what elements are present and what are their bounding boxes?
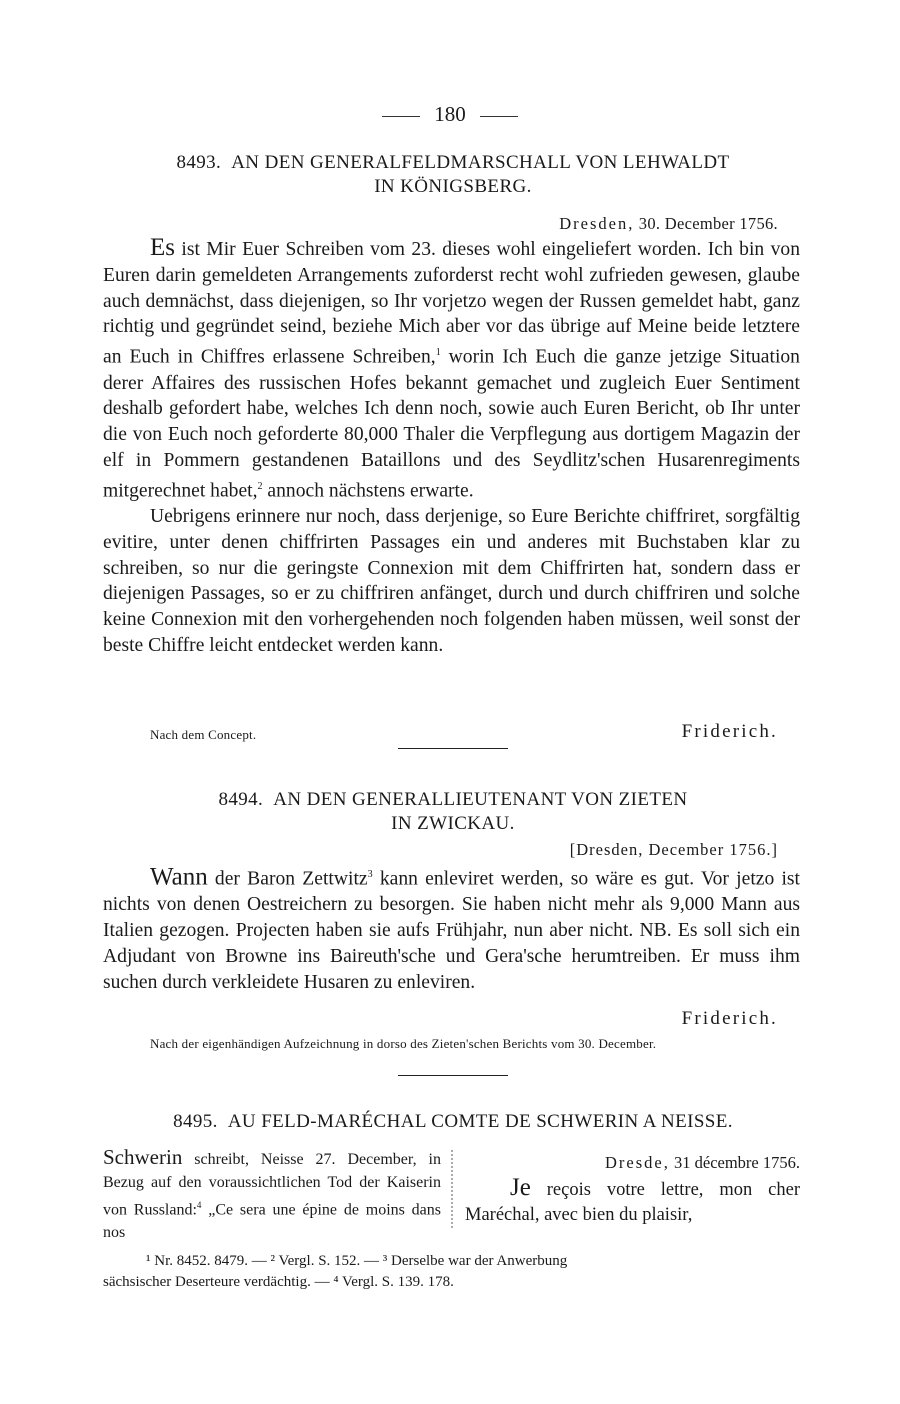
page-number — [0, 102, 900, 127]
paragraph-1: Wann der Baron Zettwitz$^3$ kann enleviret werden, so wäre es gut. Vor jetzo ist nichts von denen Oestreichern zu besorgen. Sie haben nicht mehr als 9,000 Mann aus Italien gezogen. Projecten haben sie aufs Frühjahr, nun aber nicht. NB. Es soll sich ein Adjudant von Browne ins Baireuth'sche und Gera'sche herumtreiben. Er muss ihm suchen durch verkleidete Husaren zu enleviren. — [103, 863, 801, 993]
letter-8494-heading — [103, 788, 803, 836]
paragraph-1: Es ist Mir Euer Schreiben vom 23. dieses wohl eingeliefert worden. Ich bin von Euren darin gemeldeten Arrangements zuforderst recht wohl zufrieden gewesen, glaube auch demnächst, dass diejenigen, so Ihr vorjetzo wegen der Russen gemeldet habt, ganz richtig und gegründet seind, beziehe Mich aber vor das übrige auf Meine beide letztere an Euch in Chiffres erlassene Schreiben,$^1$ worin Ich Euch die ganze jetzige Situation derer Affaires des russischen Hofes bekannt gemachet und zugleich Euer Sentiment deshalb gefordert habe, welches Ich denn noch, sowie auch Euren Bericht, ob Ihr unter die von Euch noch geforderte 80,000 Thaler die Verpflegung aus dortigem Magazin der elf in Pommern gestandenen Bataillons und des Seydlitz'schen Husarenregiments mitgerechnet habet,$^2$ annoch nächstens erwarte. — [103, 234, 800, 502]
heading-line-1: AN DEN GENERALFELDMARSCHALL VON LEHWALDT — [231, 152, 730, 173]
letter-number: 8495. — [173, 1111, 218, 1132]
divider — [398, 748, 508, 749]
letter-8493-body — [103, 235, 800, 659]
letter-8494-dateline: [Dresden, December 1756.] — [569, 840, 778, 859]
page-number-text: 180 — [434, 102, 466, 126]
letter-number: 8494. — [218, 789, 264, 810]
letter-8493-signature: Friderich. — [681, 721, 778, 742]
heading-line: AU FELD-MARÉCHAL COMTE DE SCHWERIN A NEISSE. — [227, 1111, 733, 1132]
letter-8493-heading — [103, 151, 803, 199]
heading-line-1: AN DEN GENERALLIEUTENANT VON ZIETEN — [273, 789, 688, 810]
column-separator — [451, 1150, 453, 1228]
letter-8495-left-column: Schwerin schreibt, Neisse 27. December, in Bezug auf den voraussichtlichen Tod der Kaiserin von Russland:$^4$ „Ce sera une épine de moins dans nos — [103, 1145, 441, 1242]
divider — [398, 1075, 508, 1076]
page-number-rule-right — [480, 116, 518, 117]
right-dateline: Dresde, 31 décembre 1756. — [605, 1153, 800, 1172]
letter-8494-signature: Friderich. — [681, 1008, 778, 1029]
letter-8493-dateline: Dresden, 30. December 1756. — [559, 214, 778, 233]
heading-line-2: IN KÖNIGSBERG. — [374, 176, 532, 197]
letter-8493-source: Nach dem Concept. — [150, 727, 257, 742]
page-number-rule-left — [382, 116, 420, 117]
letter-8495-heading — [103, 1110, 803, 1134]
letter-number: 8493. — [176, 152, 222, 173]
right-text: Je reçois votre lettre, mon cher Maréchal, avec bien du plaisir, — [465, 1174, 800, 1225]
letter-8494-source: Nach der eigenhändigen Aufzeichnung in dorso des Zieten'schen Berichts vom 30. December. — [150, 1036, 657, 1051]
footnote-line-1: ¹ Nr. 8452. 8479. — ² Vergl. S. 152. — ³ Derselbe war der Anwerbung — [146, 1253, 568, 1269]
footnote-line-2: sächsischer Deserteure verdächtig. — ⁴ Vergl. S. 139. 178. — [103, 1274, 454, 1290]
heading-line-2: IN ZWICKAU. — [391, 813, 515, 834]
footnotes — [103, 1251, 800, 1293]
letter-8495-right-column — [465, 1150, 800, 1228]
paragraph-2: Uebrigens erinnere nur noch, dass derjenige, so Eure Berichte chiffriret, sorgfältig evitire, unter denen chiffrirten Passages ein und anderes mit Buchstaben klar zu schreiben, so nur die geringste Connexion mit dem Chiffrirten hat, sondern dass er diejenigen Passages, so er zu chiffriren anfänget, durch und durch chiffriren und solche keine Connexion mit den vorhergehenden noch folgenden haben müssen, weil sonst der beste Chiffre leicht entdecket werden kann. — [103, 506, 800, 657]
letter-8494-body — [103, 862, 800, 996]
